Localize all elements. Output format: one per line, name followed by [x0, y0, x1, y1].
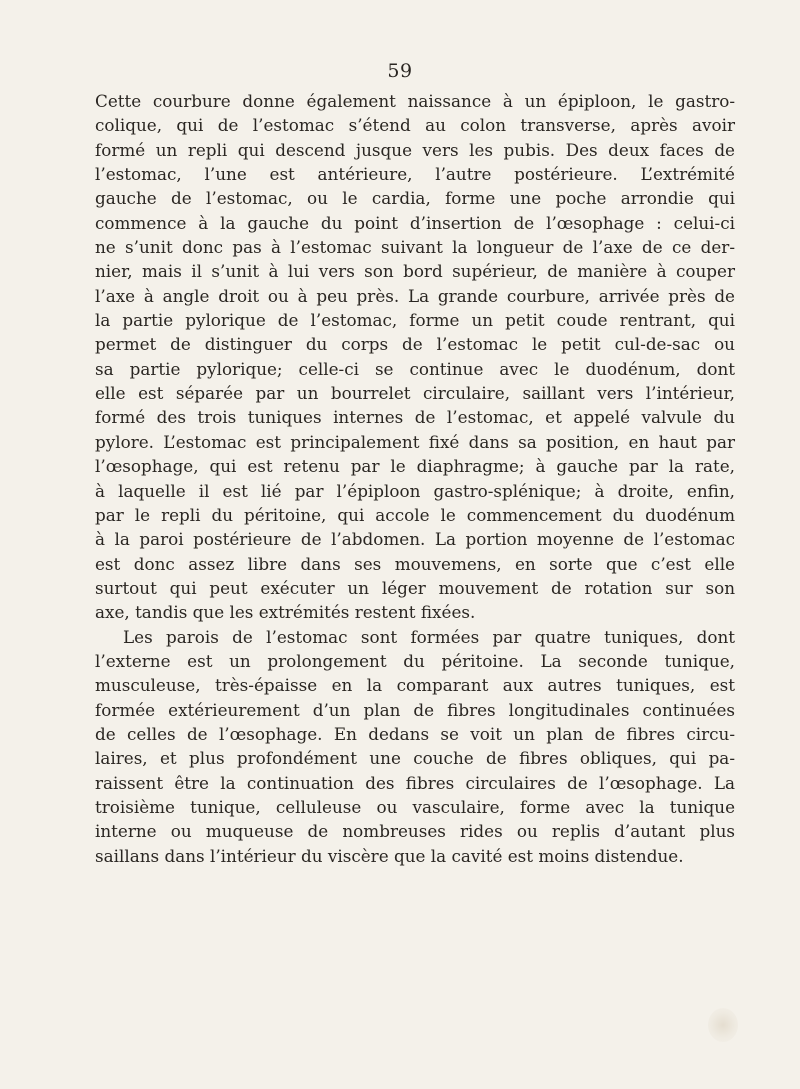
- text-line: saillans dans l’intérieur du viscère que la cavité est moins distendue.: [95, 845, 684, 866]
- text-line: troisième tunique, celluleuse ou vasculaire, forme avec la tunique: [95, 796, 735, 817]
- text-line: commence à la gauche du point d’insertion de l’œsophage : celui-ci: [95, 212, 735, 233]
- text-line: Cette courbure donne également naissance à un épiploon, le gastro-: [95, 91, 735, 111]
- text-line: interne ou muqueuse de nombreuses rides ou replis d’autant plus: [95, 821, 735, 842]
- text-line: l’externe est un prolongement du péritoine. La seconde tunique,: [95, 650, 735, 671]
- page-number: 59: [387, 60, 413, 82]
- text-line: colique, qui de l’estomac s’étend au colon transverse, après avoir: [95, 115, 735, 136]
- text-line: par le repli du péritoine, qui accole le commencement du duodénum: [95, 504, 735, 525]
- text-line: ne s’unit donc pas à l’estomac suivant la longueur de l’axe de ce der-: [95, 237, 735, 258]
- text-line: Les parois de l’estomac sont formées par quatre tuniques, dont: [123, 626, 735, 647]
- body-text: [95, 89, 735, 868]
- text-line: formée extérieurement d’un plan de fibres longitudinales continuées: [95, 699, 735, 720]
- text-line: à la paroi postérieure de l’abdomen. La portion moyenne de l’estomac: [95, 529, 735, 550]
- text-line: formé des trois tuniques internes de l’estomac, et appelé valvule du: [95, 407, 735, 428]
- text-line: est donc assez libre dans ses mouvemens, en sorte que c’est elle: [95, 553, 735, 574]
- text-line: l’axe à angle droit ou à peu près. La grande courbure, arrivée près de: [95, 285, 735, 306]
- text-line: de celles de l’œsophage. En dedans se voit un plan de fibres circu-: [95, 723, 735, 744]
- text-line: gauche de l’estomac, ou le cardia, forme une poche arrondie qui: [95, 188, 735, 209]
- paragraph-2: [95, 625, 735, 868]
- text-line: musculeuse, très-épaisse en la comparant aux autres tuniques, est: [95, 675, 735, 696]
- text-line: raissent être la continuation des fibres circulaires de l’œsophage. La: [95, 772, 735, 793]
- text-line: nier, mais il s’unit à lui vers son bord supérieur, de manière à couper: [95, 261, 735, 282]
- text-line: à laquelle il est lié par l’épiploon gastro-splénique; à droite, enfin,: [95, 480, 735, 501]
- text-line: laires, et plus profondément une couche de fibres obliques, qui pa-: [95, 748, 735, 769]
- text-line: axe, tandis que les extrémités restent fixées.: [95, 602, 476, 623]
- text-line: sa partie pylorique; celle-ci se continue avec le duodénum, dont: [95, 358, 735, 379]
- text-line: l’œsophage, qui est retenu par le diaphragme; à gauche par la rate,: [95, 456, 735, 477]
- text-line: l’estomac, l’une est antérieure, l’autre postérieure. L’extrémité: [95, 164, 735, 185]
- text-line: pylore. L’estomac est principalement fixé dans sa position, en haut par: [95, 431, 735, 452]
- text-line: elle est séparée par un bourrelet circulaire, saillant vers l’intérieur,: [95, 383, 735, 404]
- text-line: formé un repli qui descend jusque vers les pubis. Des deux faces de: [95, 139, 735, 160]
- paragraph-1: [95, 89, 735, 625]
- text-line: permet de distinguer du corps de l’estomac le petit cul-de-sac ou: [95, 334, 735, 355]
- text-line: la partie pylorique de l’estomac, forme un petit coude rentrant, qui: [95, 310, 735, 331]
- paper-stain: [708, 1008, 738, 1042]
- text-line: surtout qui peut exécuter un léger mouvement de rotation sur son: [95, 577, 735, 598]
